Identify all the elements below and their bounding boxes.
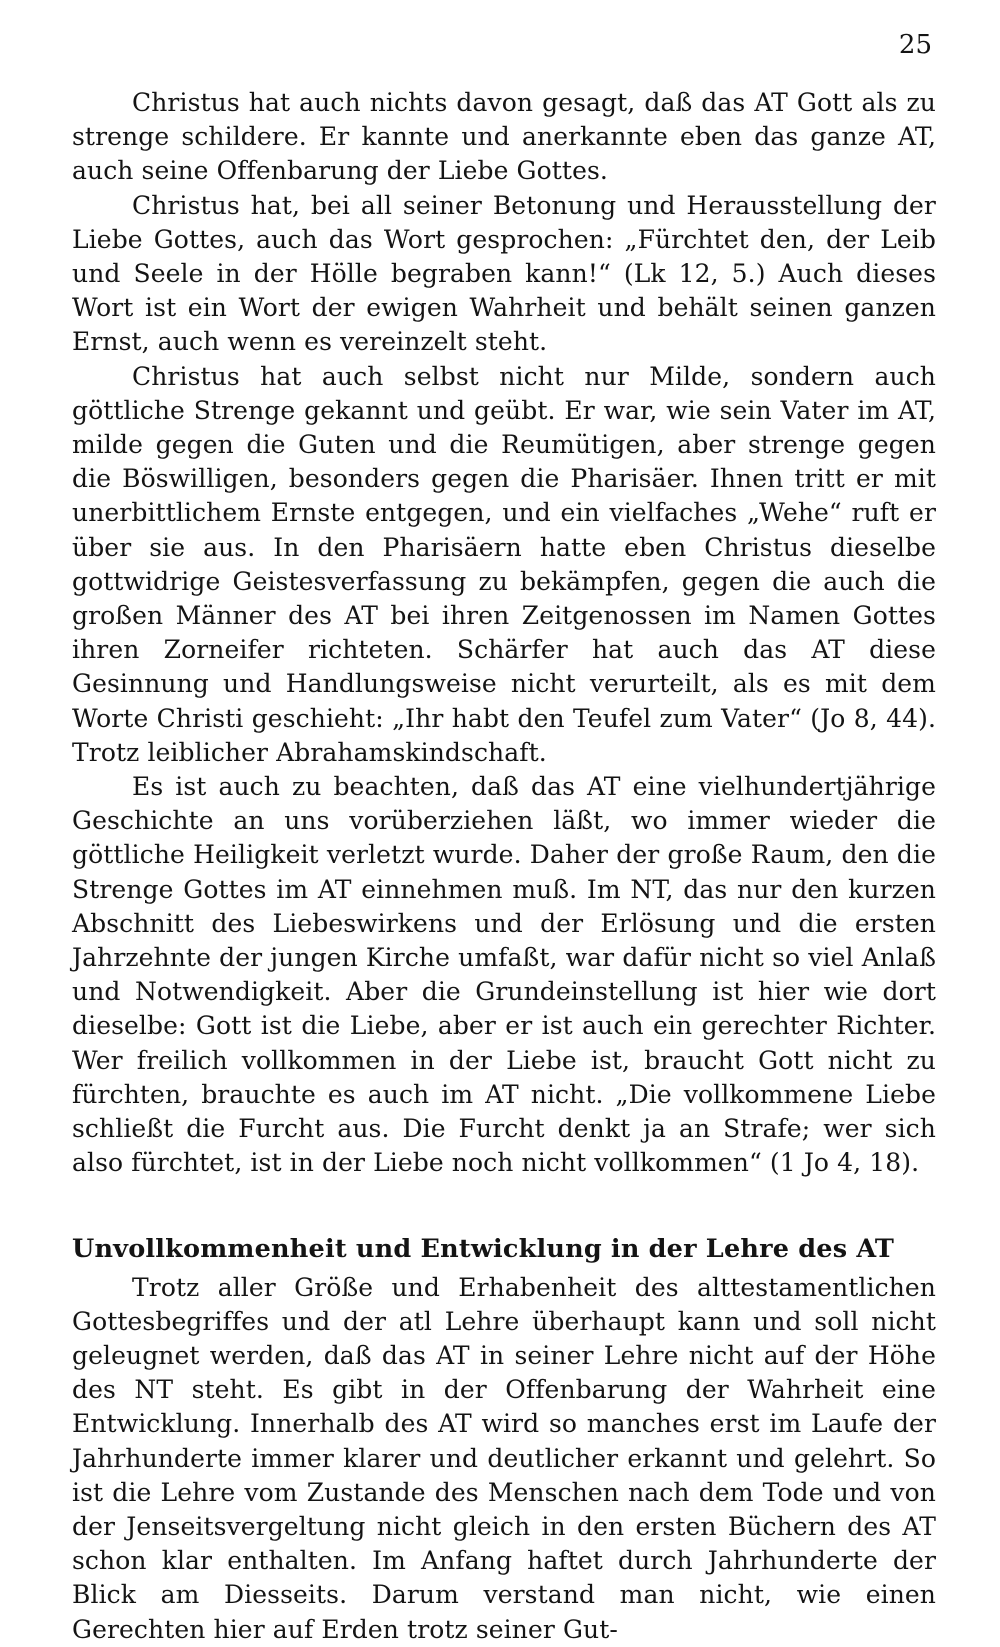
paragraph: Es ist auch zu beachten, daß das AT eine vielhundertjährige Geschichte an uns vorüberziehen läßt, wo immer wieder die göttliche Heiligkeit verletzt wurde. Daher der große Raum, den die Strenge Gottes im AT einnehmen muß. Im NT, das nur den kurzen Abschnitt des Liebeswirkens und der Erlösung und die ersten Jahrzehnte der jungen Kirche umfaßt, war dafür nicht so viel Anlaß und Notwendigkeit. Aber die Grundeinstellung ist hier wie dort dieselbe: Gott ist die Liebe, aber er ist auch ein gerechter Richter. Wer freilich vollkommen in der Liebe ist, braucht Gott nicht zu fürchten, brauchte es auch im AT nicht. „Die vollkommene Liebe schließt die Furcht aus. Die Furcht denkt ja an Strafe; wer sich also fürchtet, ist in der Liebe noch nicht vollkommen“ (1 Jo 4, 18). xyxy=(72,772,936,1178)
paragraph: Christus hat, bei all seiner Betonung und Herausstellung der Liebe Gottes, auch das Wort gesprochen: „Fürchtet den, der Leib und Seele in der Hölle begraben kann!“ (Lk 12, 5.) Auch dieses Wort ist ein Wort der ewigen Wahrheit und behält seinen ganzen Ernst, auch wenn es vereinzelt steht. xyxy=(72,190,936,357)
paragraph: Trotz aller Größe und Erhabenheit des alttestamentlichen Gottesbegriffes und der atl Lehre überhaupt kann und soll nicht geleugnet werden, daß das AT in seiner Lehre nicht auf der Höhe des NT steht. Es gibt in der Offenbarung der Wahrheit eine Entwicklung. Innerhalb des AT wird so manches erst im Laufe der Jahrhunderte immer klarer und deutlicher erkannt und gelehrt. So ist die Lehre vom Zustande des Menschen nach dem Tode und von der Jenseitsvergeltung nicht gleich in den ersten Büchern des AT schon klar enthalten. Im Anfang haftet durch Jahrhunderte der Blick am Diesseits. Darum verstand man nicht, wie einen Gerechten hier auf Erden trotz seiner Gut- xyxy=(72,1272,936,1644)
page-body xyxy=(72,86,936,1647)
page-number: 25 xyxy=(898,30,932,60)
paragraph: Christus hat auch nichts davon gesagt, daß das AT Gott als zu strenge schildere. Er kannte und anerkannte eben das ganze AT, auch seine Offenbarung der Liebe Gottes. xyxy=(72,88,936,186)
paragraph: Christus hat auch selbst nicht nur Milde, sondern auch göttliche Strenge gekannt und geübt. Er war, wie sein Vater im AT, milde gegen die Guten und die Reumütigen, aber strenge gegen die Böswilligen, besonders gegen die Pharisäer. Ihnen tritt er mit unerbittlichem Ernste entgegen, und ein vielfaches „Wehe“ ruft er über sie aus. In den Pharisäern hatte eben Christus dieselbe gottwidrige Geistesverfassung zu bekämpfen, gegen die auch die großen Männer des AT bei ihren Zeitgenossen im Namen Gottes ihren Zorneifer richteten. Schärfer hat auch das AT diese Gesinnung und Handlungsweise nicht verurteilt, als es mit dem Worte Christi geschieht: „Ihr habt den Teufel zum Vater“ (Jo 8, 44). Trotz leiblicher Abrahamskindschaft. xyxy=(72,361,936,767)
section-heading: Unvollkommenheit und Entwicklung in der Lehre des AT xyxy=(72,1233,895,1264)
